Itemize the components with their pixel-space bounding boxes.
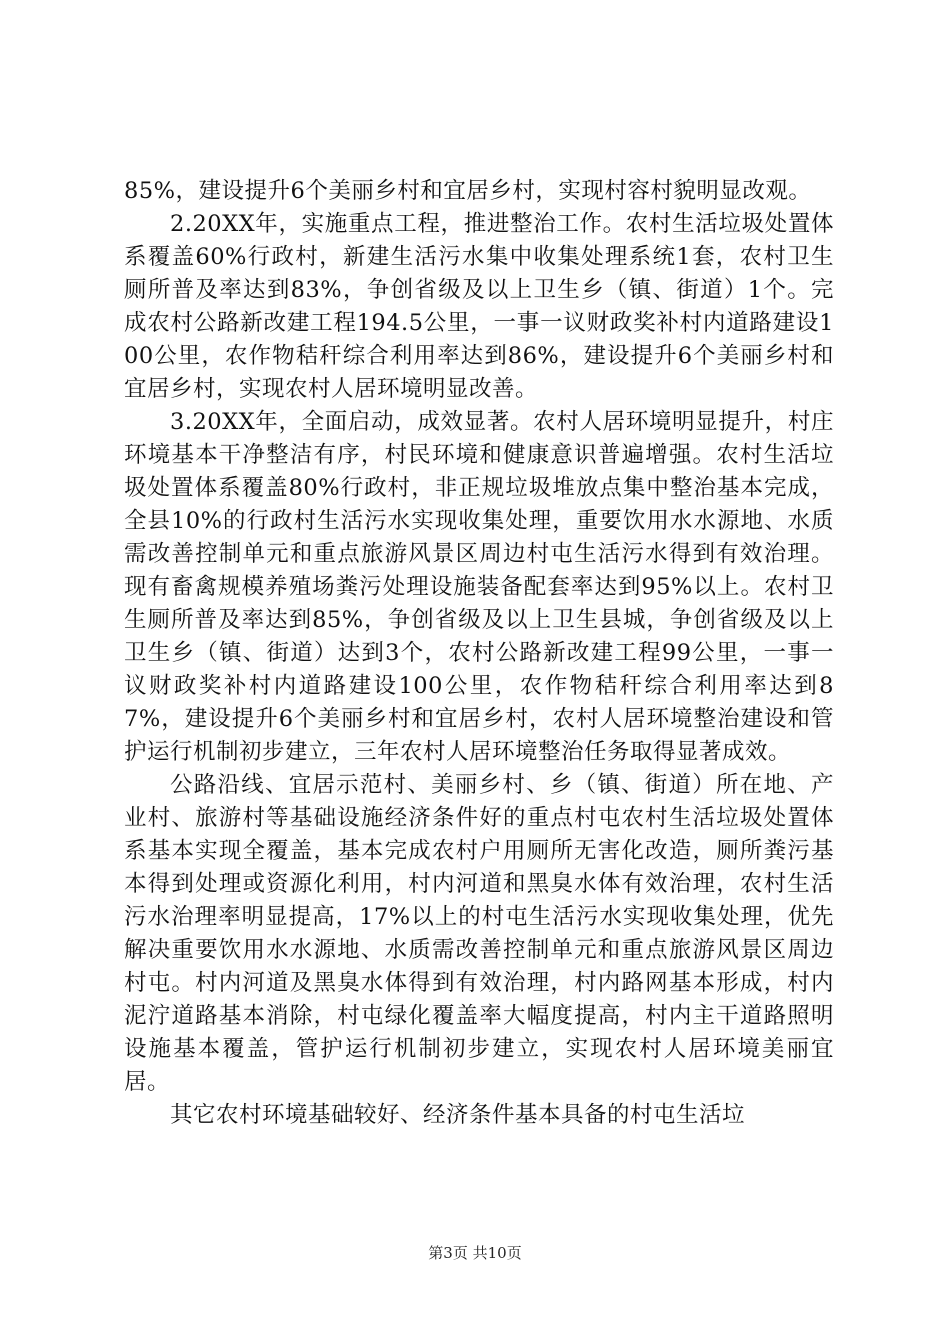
- paragraph-4: 公路沿线、宜居示范村、美丽乡村、乡（镇、街道）所在地、产业村、旅游村等基础设施经济条件好的重点村屯农村生活垃圾处置体系基本实现全覆盖，基本完成农村户用厕所无害化改造，厕所粪污基本得到处理或资源化利用，村内河道和黑臭水体有效治理，农村生活污水治理率明显提高，17%以上的村屯生活污水实现收集处理，优先解决重要饮用水水源地、水质需改善控制单元和重点旅游风景区周边村屯。村内河道及黑臭水体得到有效治理，村内路网基本形成，村内泥泞道路基本消除，村屯绿化覆盖率大幅度提高，村内主干道路照明设施基本覆盖，管护运行机制初步建立，实现农村人居环境美丽宜居。: [124, 772, 834, 1095]
- paragraph-3: 3.20XX年，全面启动，成效显著。农村人居环境明显提升，村庄环境基本干净整洁有序，村民环境和健康意识普遍增强。农村生活垃圾处置体系覆盖80%行政村，非正规垃圾堆放点集中整治基本完成，全县10%的行政村生活污水实现收集处理，重要饮用水水源地、水质需改善控制单元和重点旅游风景区周边村屯生活污水得到有效治理。现有畜禽规模养殖场粪污处理设施装备配套率达到95%以上。农村卫生厕所普及率达到85%，争创省级及以上卫生县城，争创省级及以上卫生乡（镇、街道）达到3个，农村公路新改建工程99公里，一事一议财政奖补村内道路建设100公里，农作物秸秆综合利用率达到87%，建设提升6个美丽乡村和宜居乡村，农村人居环境整治建设和管护运行机制初步建立，三年农村人居环境整治任务取得显著成效。: [124, 409, 834, 765]
- paragraph-1: 85%，建设提升6个美丽乡村和宜居乡村，实现村容村貌明显改观。: [124, 178, 812, 204]
- page-number-footer: 第3页 共10页: [428, 1244, 522, 1262]
- paragraph-2: 2.20XX年，实施重点工程，推进整治工作。农村生活垃圾处置体系覆盖60%行政村，新建生活污水集中收集处理系统1套，农村卫生厕所普及率达到83%，争创省级及以上卫生乡（镇、街道）1个。完成农村公路新改建工程194.5公里，一事一议财政奖补村内道路建设100公里，农作物秸秆综合利用率达到86%，建设提升6个美丽乡村和宜居乡村，实现农村人居环境明显改善。: [124, 211, 834, 402]
- paragraph-5: 其它农村环境基础较好、经济条件基本具备的村屯生活垃: [170, 1102, 746, 1128]
- document-body: [124, 175, 834, 1132]
